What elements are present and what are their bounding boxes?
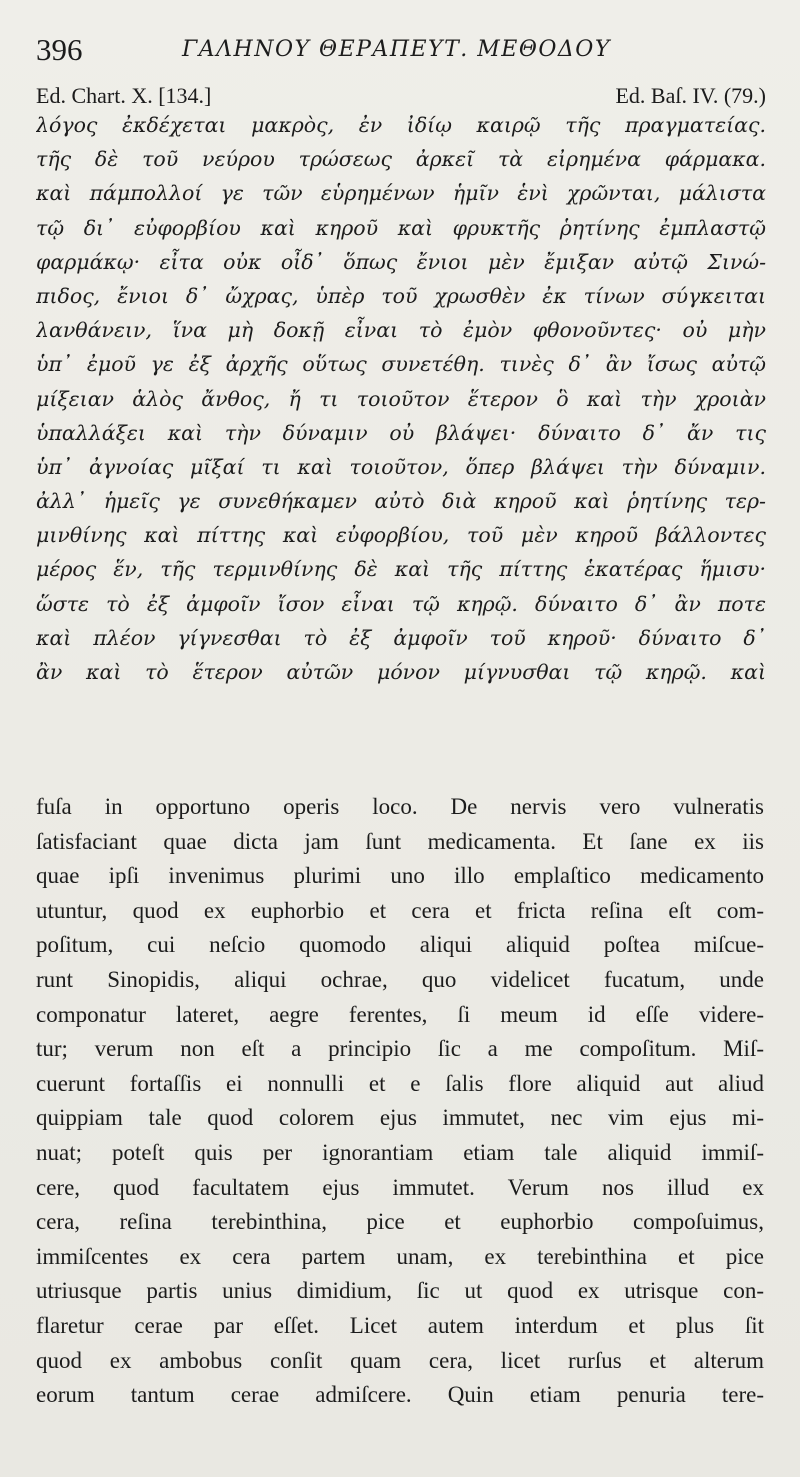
latin-text-line: fuſa in opportuno operis loco. De nervis vero vulneratis	[36, 794, 764, 819]
greek-text-line: μινθίνης καὶ πίττης καὶ εὐφορβίου, τοῦ μὲν κηροῦ βάλλοντες	[36, 523, 766, 548]
greek-text-line: τῷ δι᾽ εὐφορβίου καὶ κηροῦ καὶ φρυκτῆς ῥητίνης ἐμπλαστῷ	[36, 215, 766, 240]
greek-text-line: φαρμάκῳ· εἶτα οὐκ οἶδ᾽ ὅπως ἔνιοι μὲν ἔμιξαν αὐτῷ Σινώ-	[36, 249, 766, 274]
running-head	[36, 30, 776, 70]
greek-text-line: καὶ πάμπολλοί γε τῶν εὑρημένων ἡμῖν ἑνὶ χρῶνται, μάλιστα	[36, 181, 766, 206]
latin-text-line: ſatisfaciant quae dicta jam ſunt medicamenta. Et ſane ex iis	[36, 828, 764, 854]
latin-text-line: quippiam tale quod colorem ejus immutet, nec vim ejus mi-	[36, 1105, 764, 1131]
latin-text-line: cere, quod facultatem ejus immutet. Verum nos illud ex	[36, 1174, 764, 1200]
greek-text-block	[36, 108, 766, 689]
greek-text-line: μίξειαν ἁλὸς ἄνθος, ἤ τι τοιοῦτον ἕτερον ὃ καὶ τὴν χροιὰν	[36, 386, 766, 411]
latin-text-line: immiſcentes ex cera partem unam, ex terebinthina et pice	[36, 1243, 764, 1269]
greek-text-line: ὑπαλλάξει καὶ τὴν δύναμιν οὐ βλάψει· δύναιτο δ᾽ ἄν τις	[36, 420, 766, 445]
latin-text-line: tur; verum non eſt a principio ſic a me compoſitum. Miſ-	[36, 1036, 764, 1062]
latin-translation-block	[36, 790, 764, 1413]
latin-text-line: cuerunt fortaſſis ei nonnulli et e ſalis flore aliquid aut aliud	[36, 1070, 764, 1096]
greek-text-line: πιδος, ἔνιοι δ᾽ ὤχρας, ὑπὲρ τοῦ χρωσθὲν ἐκ τίνων σύγκειται	[36, 283, 766, 308]
latin-text-line: poſitum, cui neſcio quomodo aliqui aliquid poſtea miſcue-	[36, 932, 764, 958]
greek-text-line: μέρος ἕν, τῆς τερμινθίνης δὲ καὶ τῆς πίττης ἑκατέρας ἥμισυ·	[36, 557, 766, 582]
latin-text-line: quod ex ambobus conſit quam cera, licet rurſus et alterum	[36, 1347, 764, 1373]
greek-text-line: ὥστε τὸ ἐξ ἀμφοῖν ἴσον εἶναι τῷ κηρῷ. δύναιτο δ᾽ ἂν ποτε	[36, 591, 766, 616]
latin-text-line: cera, reſina terebinthina, pice et euphorbio compoſuimus,	[36, 1209, 764, 1235]
greek-text-line: ἀλλ᾽ ἡμεῖς γε συνεθήκαμεν αὐτὸ διὰ κηροῦ καὶ ῥητίνης τερ-	[36, 489, 766, 514]
greek-text-line: καὶ πλέον γίγνεσθαι τὸ ἐξ ἀμφοῖν τοῦ κηροῦ· δύναιτο δ᾽	[36, 625, 766, 650]
latin-text-line: nuat; poteſt quis per ignorantiam etiam tale aliquid immiſ-	[36, 1139, 764, 1165]
greek-text-line: ἂν καὶ τὸ ἕτερον αὐτῶν μόνον μίγνυσθαι τῷ κηρῷ. καὶ	[36, 660, 766, 684]
greek-text-line: λανθάνειν, ἵνα μὴ δοκῇ εἶναι τὸ ἐμὸν φθονοῦντες· οὐ μὴν	[36, 318, 766, 343]
greek-text-line: ὑπ᾽ ἀγνοίας μῖξαί τι καὶ τοιοῦτον, ὅπερ βλάψει τὴν δύναμιν.	[36, 454, 766, 479]
edition-chart-ref: Ed. Chart. X. [134.]	[36, 83, 212, 108]
edition-basel-ref: Ed. Baſ. IV. (79.)	[615, 83, 766, 108]
latin-text-line: componatur lateret, aegre ferentes, ſi meum id eſſe videre-	[36, 1001, 764, 1027]
latin-text-line: utriusque partis unius dimidium, ſic ut quod ex utrisque con-	[36, 1278, 764, 1304]
page-number: 396	[36, 32, 83, 67]
greek-text-line: ὑπ᾽ ἐμοῦ γε ἐξ ἀρχῆς οὕτως συνετέθη. τινὲς δ᾽ ἂν ἴσως αὐτῷ	[36, 352, 766, 377]
latin-text-line: quae ipſi invenimus plurimi uno illo emplaſtico medicamento	[36, 863, 764, 889]
latin-text-line: runt Sinopidis, aliqui ochrae, quo videlicet fucatum, unde	[36, 966, 764, 992]
greek-text-line: λόγος ἐκδέχεται μακρὸς, ἐν ἰδίῳ καιρῷ τῆς πραγματείας.	[36, 113, 766, 137]
latin-text-line: flaretur cerae par eſſet. Licet autem interdum et plus ſit	[36, 1312, 764, 1338]
latin-text-line: eorum tantum cerae admiſcere. Quin etiam penuria tere-	[36, 1382, 764, 1408]
running-title: ΓΑΛΗΝΟΥ ΘΕΡΑΠΕΥΤ. ΜΕΘΟΔΟΥ	[182, 37, 611, 62]
latin-text-line: utuntur, quod ex euphorbio et cera et fricta reſina eſt com-	[36, 897, 764, 923]
greek-text-line: τῆς δὲ τοῦ νεύρου τρώσεως ἀρκεῖ τὰ εἰρημένα φάρμακα.	[36, 147, 766, 172]
